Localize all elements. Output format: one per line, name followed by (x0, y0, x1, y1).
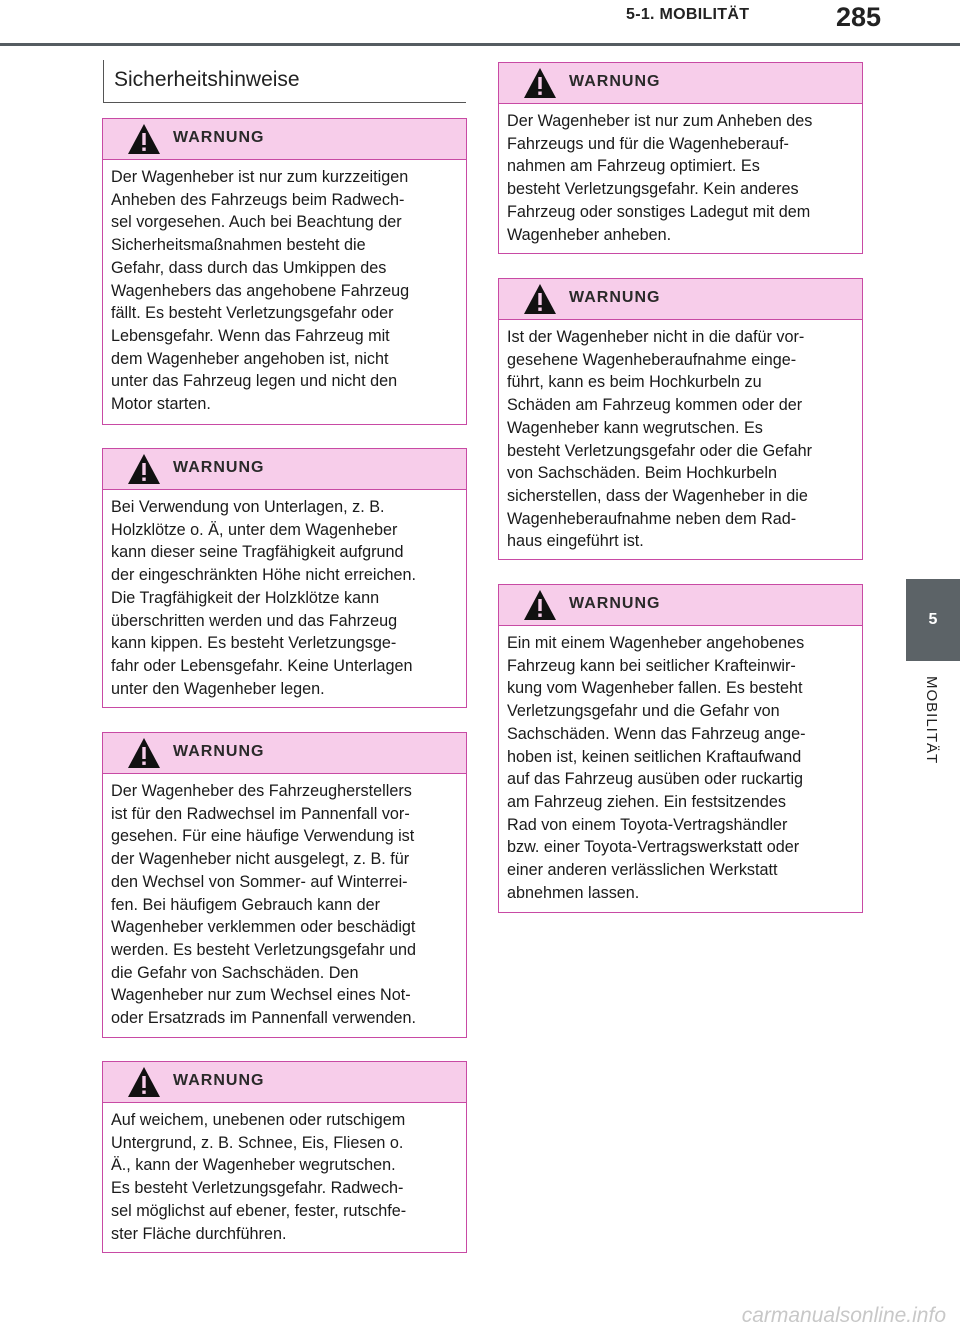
chapter-label: MOBILITÄT (923, 676, 940, 765)
warning-box (498, 62, 863, 254)
warning-triangle-icon (523, 67, 557, 99)
warning-box (102, 1061, 467, 1253)
warning-triangle-icon (523, 589, 557, 621)
warning-text: Der Wagenheber ist nur zum Anheben des Fahrzeugs und für die Wagenheberauf- nahmen am Fahrzeug optimiert. Es besteht Verletzungsgefahr. Kein anderes Fahrzeug oder sonstiges Ladegut mit dem Wagenheber anheben. (507, 112, 813, 244)
warning-title: WARNUNG (569, 289, 661, 306)
warning-box (498, 584, 863, 913)
warning-text: Bei Verwendung von Unterlagen, z. B. Holzklötze o. Ä, unter dem Wagenheber kann dieser seine Tragfähigkeit aufgrund der eingeschränkten Höhe nicht erreichen. Die Tragfähigkeit der Holzklötze kann überschritten werden und das Fahrzeug kann kippen. Es besteht Verletzungsge- fahr oder Lebensgefahr. Keine Unterlagen unter den Wagenheber legen. (111, 498, 417, 698)
warning-box (102, 448, 467, 708)
warning-triangle-icon (127, 123, 161, 155)
warning-title: WARNUNG (569, 73, 661, 90)
warning-box (102, 118, 467, 425)
warning-text: Ist der Wagenheber nicht in die dafür vor- gesehene Wagenheberaufnahme einge- führt, kann es beim Hochkurbeln zu Schäden am Fahrzeug kommen oder der Wagenheber kann wegrutschen. Es besteht Verletzungsgefahr oder die Gefahr von Sachschäden. Beim Hochkurbeln sicherstellen, dass der Wagenheber in die Wagenheberaufnahme neben dem Rad- haus eingeführt ist. (507, 328, 813, 551)
warning-triangle-icon (127, 737, 161, 769)
page-number: 285 (836, 2, 882, 32)
warning-title: WARNUNG (173, 743, 265, 760)
warning-text: Auf weichem, unebenen oder rutschigem Untergrund, z. B. Schnee, Eis, Fliesen o. Ä., kann der Wagenheber wegrutschen. Es besteht Verletzungsgefahr. Radwech- sel möglichst auf ebener, fester, rutschfe- ster Fläche durchführen. (111, 1111, 407, 1243)
warning-text: Ein mit einem Wagenheber angehobenes Fahrzeug kann bei seitlicher Krafteinwir- kung vom Wagenheber fallen. Es besteht Verletzungsgefahr und die Gefahr von Sachschäden. Wenn das Fahrzeug ange- hoben ist, keinen seitlichen Kraftaufwand auf das Fahrzeug ausüben oder ruckartig am Fahrzeug ziehen. Ein festsitzendes Rad von einem Toyota-Vertragshändler bzw. einer Toyota-Vertragswerkstatt oder einer anderen verlässlichen Werkstatt abnehmen lassen. (507, 634, 806, 902)
warning-triangle-icon (523, 283, 557, 315)
section-header: 5-1. MOBILITÄT (626, 6, 750, 23)
warning-text: Der Wagenheber ist nur zum kurzzeitigen Anheben des Fahrzeugs beim Radwech- sel vorgesehen. Auch bei Beachtung der Sicherheitsmaßnahmen besteht die Gefahr, dass durch das Umkippen des Wagenhebers das angehobene Fahrzeug fällt. Es besteht Verletzungsgefahr oder Lebensgefahr. Wenn das Fahrzeug mit dem Wagenheber angehoben ist, nicht unter das Fahrzeug legen und nicht den Motor starten. (111, 168, 410, 414)
section-title: Sicherheitshinweise (103, 60, 466, 103)
chapter-tab[interactable] (906, 579, 960, 661)
warning-header (103, 733, 466, 774)
warning-header (499, 585, 862, 626)
warning-title: WARNUNG (173, 459, 265, 476)
warning-triangle-icon (127, 453, 161, 485)
warning-header (103, 449, 466, 490)
warning-title: WARNUNG (173, 1072, 265, 1089)
warning-text: Der Wagenheber des Fahrzeugherstellers ist für den Radwechsel im Pannenfall vor- gesehen. Für eine häufige Verwendung ist der Wagenheber nicht ausgelegt, z. B. für den Wechsel von Sommer- auf Winterrei- fen. Bei häufigem Gebrauch kann der Wagenheber verklemmen oder beschädigt werden. Es besteht Verletzungsgefahr und die Gefahr von Sachschäden. Den Wagenheber nur zum Wechsel eines Not- oder Ersatzrads im Pannenfall verwenden. (111, 782, 417, 1028)
warning-title: WARNUNG (173, 129, 265, 146)
warning-box (498, 278, 863, 560)
warning-header (103, 119, 466, 160)
warning-header (499, 63, 862, 104)
header-divider (0, 43, 960, 46)
warning-header (103, 1062, 466, 1103)
warning-header (499, 279, 862, 320)
chapter-number: 5 (928, 611, 938, 628)
warning-triangle-icon (127, 1066, 161, 1098)
warning-title: WARNUNG (569, 595, 661, 612)
watermark: carmanualsonline.info (741, 1304, 946, 1327)
warning-box (102, 732, 467, 1038)
